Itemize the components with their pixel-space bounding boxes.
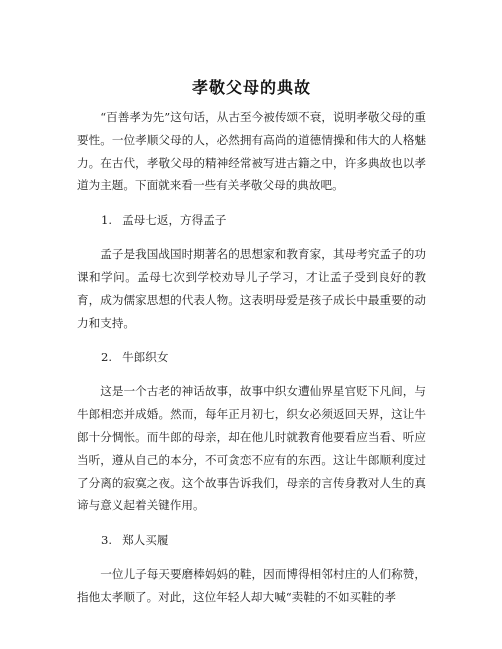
section-heading-1: [77, 211, 426, 229]
section-heading-3: [77, 531, 426, 549]
section-body-1: 孟子是我国战国时期著名的思想家和教育家，其母考究孟子的功课和学问。孟母七次到学校劝导儿子学习，才让孟子受到良好的教育，成为儒家思想的代表人物。这表明母爱是孩子成长中最重要的动力和支持。: [77, 247, 426, 330]
section-body-2: 这是一个古老的神话故事，故事中织女遭仙界星官贬下凡间，与牛郎相恋并成婚。然而，每年正月初七，织女必须返回天界，这让牛郎十分惆怅。而牛郎的母亲，却在他儿时就教育他要看应当看、听应当听，遵从自己的本分，不可贪恋不应有的东西。这让牛郎顺利度过了分离的寂寞之夜。这个故事告诉我们，母亲的言传身教对人生的真谛与意义起着关键作用。: [77, 384, 426, 513]
section-heading-2: [77, 348, 426, 366]
section-title: 牛郎织女: [122, 350, 169, 365]
section-title: 郑人买履: [122, 533, 169, 548]
section-title: 孟母七返，方得孟子: [122, 213, 227, 228]
section-number: 3.: [101, 533, 113, 548]
section-body-3: 一位儿子每天要磨棒妈妈的鞋，因而博得相邻村庄的人们称赞，指他太孝顺了。对此，这位年轻人却大喊“卖鞋的不如买鞋的孝: [77, 567, 426, 604]
intro-paragraph: “百善孝为先”这句话，从古至今被传颂不衰，说明孝敬父母的重要性。一位孝顺父母的人，必然拥有高尚的道德情操和伟大的人格魅力。在古代，孝敬父母的精神经常被写进古籍之中，许多典故也以孝道为主题。下面就来看一些有关孝敬父母的典故吧。: [77, 110, 426, 193]
document-title: 孝敬父母的典故: [191, 78, 311, 97]
section-number: 2.: [101, 350, 113, 365]
section-number: 1.: [101, 213, 113, 228]
